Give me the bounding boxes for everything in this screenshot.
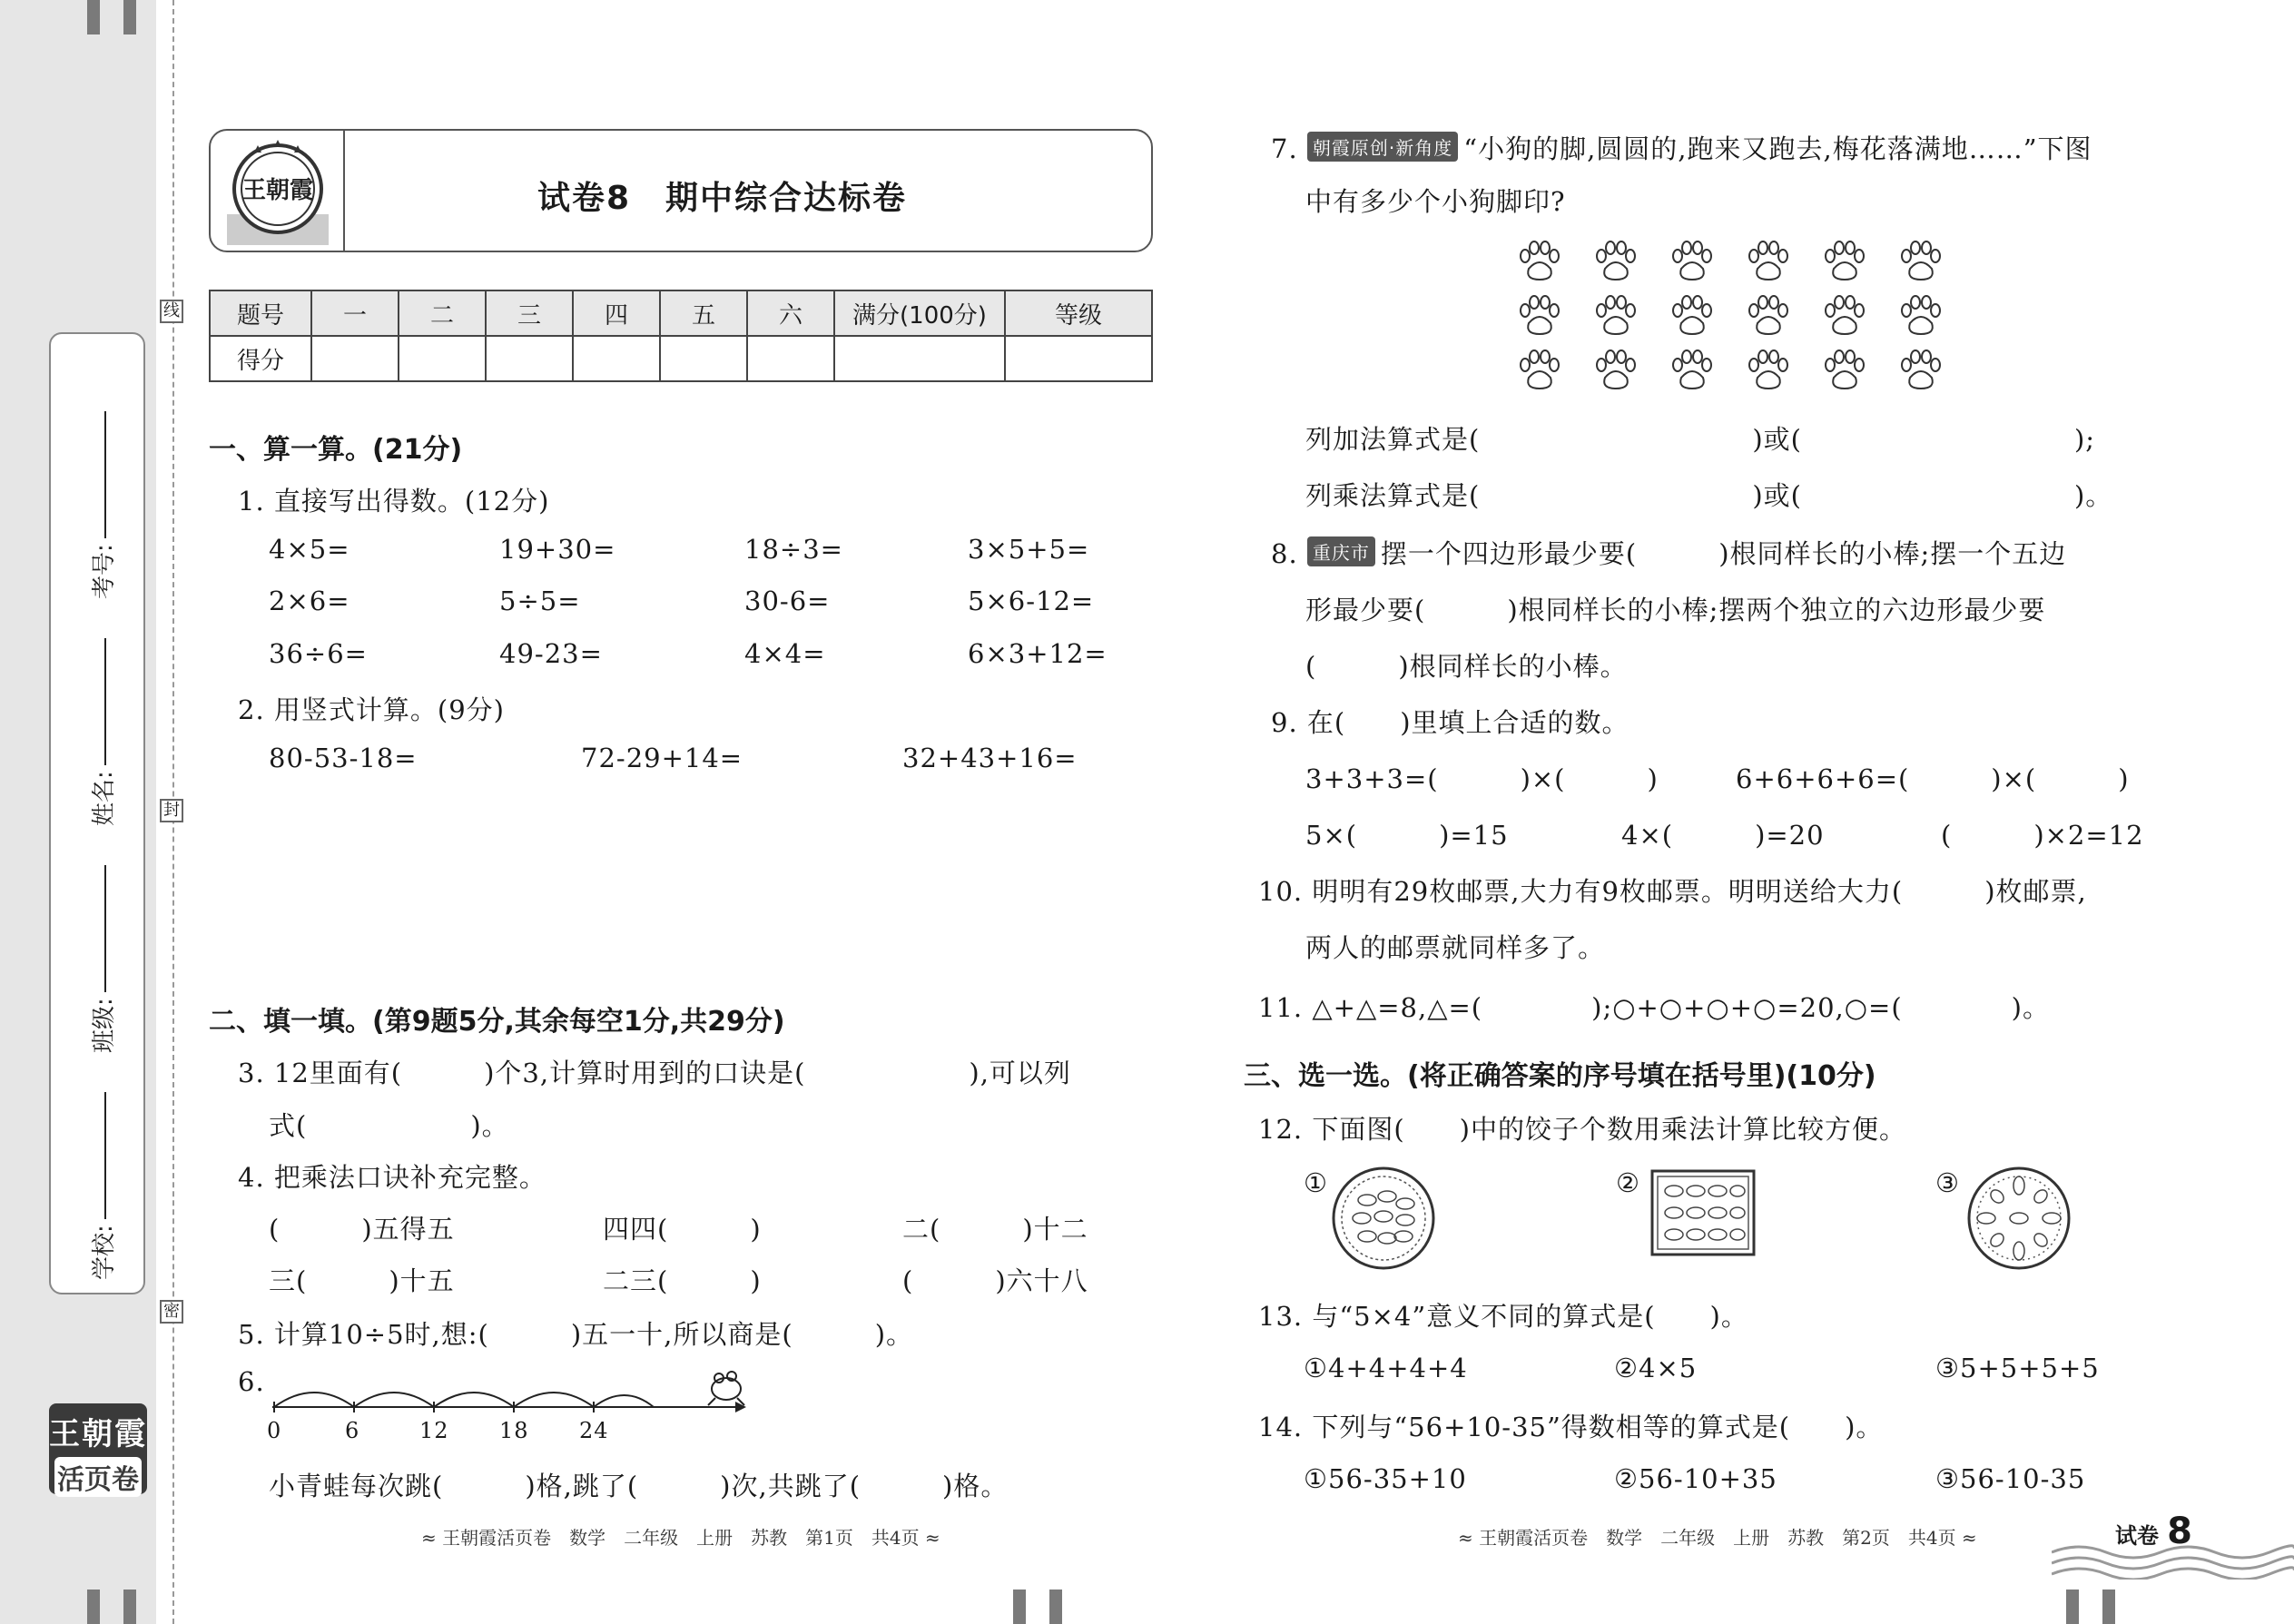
q1-item: 6×3+12= <box>968 638 1108 669</box>
bottom-bar-mark <box>123 1590 136 1624</box>
paw-print-icon <box>1669 294 1716 340</box>
paw-print-icon <box>1821 349 1868 394</box>
score-header-cell: 三 <box>486 290 573 336</box>
q4-item: ( )六十八 <box>902 1265 1088 1296</box>
q13-option[interactable]: ②4×5 <box>1614 1353 1698 1383</box>
q5-text: 5. 计算10÷5时,想:( )五一十,所以商是( )。 <box>238 1319 914 1350</box>
paw-print-icon <box>1669 240 1716 285</box>
q4-item: 二三( ) <box>603 1265 762 1296</box>
q4-item: 三( )十五 <box>269 1265 455 1296</box>
q3-line2: 式( )。 <box>269 1110 509 1141</box>
q10-line1: 10. 明明有29枚邮票,大力有9枚邮票。明明送给大力( )枚邮票, <box>1258 876 2087 907</box>
q8-line1-text: 摆一个四边形最少要( )根同样长的小棒;摆一个五边 <box>1380 538 2067 569</box>
q1-title: 1. 直接写出得数。(12分) <box>238 486 550 517</box>
class-field[interactable] <box>85 865 119 1053</box>
publisher-logo-icon <box>222 136 334 249</box>
paw-print-icon <box>1516 240 1563 285</box>
q2-item: 72-29+14= <box>581 743 743 773</box>
q12-option-label: ② <box>1616 1167 1640 1198</box>
paw-print-icon <box>1592 240 1639 285</box>
number-line-tick: 6 <box>345 1418 360 1443</box>
paw-print-icon <box>1897 349 1944 394</box>
paper-number-label <box>2115 1511 2192 1552</box>
paw-print-icon <box>1897 294 1944 340</box>
number-line-tick: 24 <box>579 1418 609 1443</box>
paw-print-icon <box>1745 240 1792 285</box>
score-cell[interactable] <box>399 336 486 381</box>
q4-item: ( )五得五 <box>269 1214 455 1245</box>
page-title: 试卷8 期中综合达标卷 <box>537 180 908 217</box>
paw-print-icon <box>1592 294 1639 340</box>
score-cell[interactable] <box>834 336 1005 381</box>
q2-item: 32+43+16= <box>902 743 1078 773</box>
frog-icon <box>708 1372 744 1405</box>
paw-print-icon <box>1516 349 1563 394</box>
logo-divider <box>343 131 345 251</box>
q1-item: 5×6-12= <box>968 586 1095 616</box>
score-header-cell: 四 <box>573 290 660 336</box>
q13-text: 13. 与“5×4”意义不同的算式是( )。 <box>1258 1301 1748 1332</box>
q1-item: 3×5+5= <box>968 534 1090 565</box>
score-cell[interactable] <box>1005 336 1152 381</box>
q1-item: 18÷3= <box>744 534 843 565</box>
name-field[interactable] <box>85 638 119 826</box>
q11-text: 11. △+△=8,△=( );○+○+○+○=20,○=( )。 <box>1258 992 2050 1023</box>
paw-print-icon <box>1745 349 1792 394</box>
q7-line2: 中有多少个小狗脚印? <box>1305 186 1566 217</box>
bottom-bar-mark <box>87 1590 100 1624</box>
score-header-cell: 满分(100分) <box>834 290 1005 336</box>
q6-text: 小青蛙每次跳( )格,跳了( )次,共跳了( )格。 <box>269 1471 1009 1501</box>
exam-number-field[interactable] <box>85 411 119 599</box>
class-label: 班级: <box>91 998 118 1053</box>
q13-option[interactable]: ①4+4+4+4 <box>1304 1353 1468 1383</box>
bottom-bar-mark <box>2066 1590 2079 1624</box>
seal-char-secret: 密 <box>160 1300 183 1324</box>
number-line-tick: 0 <box>267 1418 282 1443</box>
footer-right: ≈ 王朝霞活页卷 数学 二年级 上册 苏教 第2页 共4页 ≈ <box>1458 1527 1977 1549</box>
score-cell[interactable] <box>311 336 399 381</box>
q14-option[interactable]: ②56-10+35 <box>1614 1463 1777 1494</box>
q1-item: 36÷6= <box>269 638 368 669</box>
brand-line2: 活页卷 <box>54 1457 142 1497</box>
q9-row2a: 5×( )=15 <box>1305 820 1509 851</box>
school-label: 学校: <box>91 1225 118 1280</box>
q9-row1a: 3+3+3=( )×( ) <box>1305 763 1659 794</box>
paw-print-icon <box>1745 294 1792 340</box>
paw-print-icon <box>1897 240 1944 285</box>
q1-item: 4×5= <box>269 534 350 565</box>
q8-tag: 重庆市 <box>1307 536 1375 566</box>
seal-char-line: 线 <box>160 300 183 323</box>
paper-label: 试卷 <box>2115 1523 2159 1549</box>
section-1-heading: 一、算一算。(21分) <box>209 434 463 466</box>
q9-row2b: 4×( )=20 <box>1621 820 1825 851</box>
q8-line1 <box>1271 534 2066 571</box>
score-table <box>209 290 1153 382</box>
score-header-cell: 六 <box>747 290 834 336</box>
q14-text: 14. 下列与“56+10-35”得数相等的算式是( )。 <box>1258 1412 1884 1442</box>
q14-option[interactable]: ③56-10-35 <box>1935 1463 2086 1494</box>
score-header-cell: 五 <box>660 290 747 336</box>
q7-line1 <box>1271 129 2092 166</box>
q4-item: 二( )十二 <box>902 1214 1088 1245</box>
top-bar-mark <box>87 0 100 34</box>
q7-line1-text: “小狗的脚,圆圆的,跑来又跑去,梅花落满地……”下图 <box>1463 133 2092 164</box>
q6-label: 6. <box>238 1366 265 1397</box>
q1-item: 49-23= <box>499 638 603 669</box>
score-header-cell: 一 <box>311 290 399 336</box>
score-cell[interactable] <box>573 336 660 381</box>
q1-item: 2×6= <box>269 586 350 616</box>
q1-item: 4×4= <box>744 638 826 669</box>
score-row-label: 得分 <box>210 336 311 381</box>
name-label: 姓名: <box>91 771 118 826</box>
q9-row1b: 6+6+6+6=( )×( ) <box>1736 763 2130 794</box>
school-field[interactable] <box>85 1092 119 1280</box>
score-header-cell: 等级 <box>1005 290 1152 336</box>
bottom-bar-mark <box>1049 1590 1062 1624</box>
score-header-row <box>210 290 1152 336</box>
q13-option[interactable]: ③5+5+5+5 <box>1935 1353 2100 1383</box>
q8-line3: ( )根同样长的小棒。 <box>1305 651 1628 682</box>
q7-num: 7. <box>1271 133 1298 164</box>
paw-print-icon <box>1821 240 1868 285</box>
paper-number: 8 <box>2167 1511 2192 1552</box>
section-2-heading: 二、填一填。(第9题5分,其余每空1分,共29分) <box>209 1006 785 1038</box>
score-header-cell: 题号 <box>210 290 311 336</box>
q14-option[interactable]: ①56-35+10 <box>1304 1463 1467 1494</box>
brand-logo <box>49 1403 147 1494</box>
q1-item: 5÷5= <box>499 586 581 616</box>
score-cell[interactable] <box>486 336 573 381</box>
paw-print-icon <box>1592 349 1639 394</box>
exam-number-label: 考号: <box>91 544 118 599</box>
q12-text: 12. 下面图( )中的饺子个数用乘法计算比较方便。 <box>1258 1114 1906 1145</box>
q4-title: 4. 把乘法口诀补充完整。 <box>238 1162 546 1193</box>
footer-left: ≈ 王朝霞活页卷 数学 二年级 上册 苏教 第1页 共4页 ≈ <box>421 1527 940 1549</box>
section-3-heading: 三、选一选。(将正确答案的序号填在括号里)(10分) <box>1244 1060 1876 1092</box>
number-line-tick: 12 <box>419 1418 449 1443</box>
q10-line2: 两人的邮票就同样多了。 <box>1305 932 1606 963</box>
q2-title: 2. 用竖式计算。(9分) <box>238 694 505 725</box>
q12-option-label: ① <box>1304 1167 1328 1198</box>
score-cell[interactable] <box>747 336 834 381</box>
q1-item: 19+30= <box>499 534 616 565</box>
score-header-cell: 二 <box>399 290 486 336</box>
bottom-bar-mark <box>1013 1590 1026 1624</box>
q9-title: 9. 在( )里填上合适的数。 <box>1271 707 1629 738</box>
round-plate-dumplings-image[interactable] <box>1331 1166 1436 1271</box>
q7-tag: 朝霞原创·新角度 <box>1307 132 1458 162</box>
q12-option-label: ③ <box>1935 1167 1960 1198</box>
q2-item: 80-53-18= <box>269 743 418 773</box>
paw-print-icon <box>1821 294 1868 340</box>
q8-line2: 形最少要( )根同样长的小棒;摆两个独立的六边形最少要 <box>1305 595 2046 625</box>
paw-print-icon <box>1516 294 1563 340</box>
q7-add-line: 列加法算式是( )或( ); <box>1305 424 2096 455</box>
title-box <box>209 129 1153 252</box>
bottom-bar-mark <box>2102 1590 2115 1624</box>
q3-line1: 3. 12里面有( )个3,计算时用到的口诀是( ),可以列 <box>238 1058 1071 1088</box>
q1-item: 30-6= <box>744 586 831 616</box>
paw-print-icon <box>1669 349 1716 394</box>
q8-num: 8. <box>1271 538 1298 569</box>
square-tray-dumplings-image[interactable] <box>1649 1167 1757 1258</box>
circular-arrangement-dumplings-image[interactable] <box>1966 1166 2072 1271</box>
seal-char-seal: 封 <box>160 799 183 822</box>
logo-text: 王朝霞 <box>241 177 314 204</box>
brand-line1: 王朝霞 <box>49 1416 147 1452</box>
score-input-row <box>210 336 1152 381</box>
q4-item: 四四( ) <box>603 1214 762 1245</box>
number-line-tick: 18 <box>499 1418 529 1443</box>
q9-row2c: ( )×2=12 <box>1941 820 2144 851</box>
score-cell[interactable] <box>660 336 747 381</box>
top-bar-mark <box>123 0 136 34</box>
q7-mul-line: 列乘法算式是( )或( )。 <box>1305 480 2113 511</box>
